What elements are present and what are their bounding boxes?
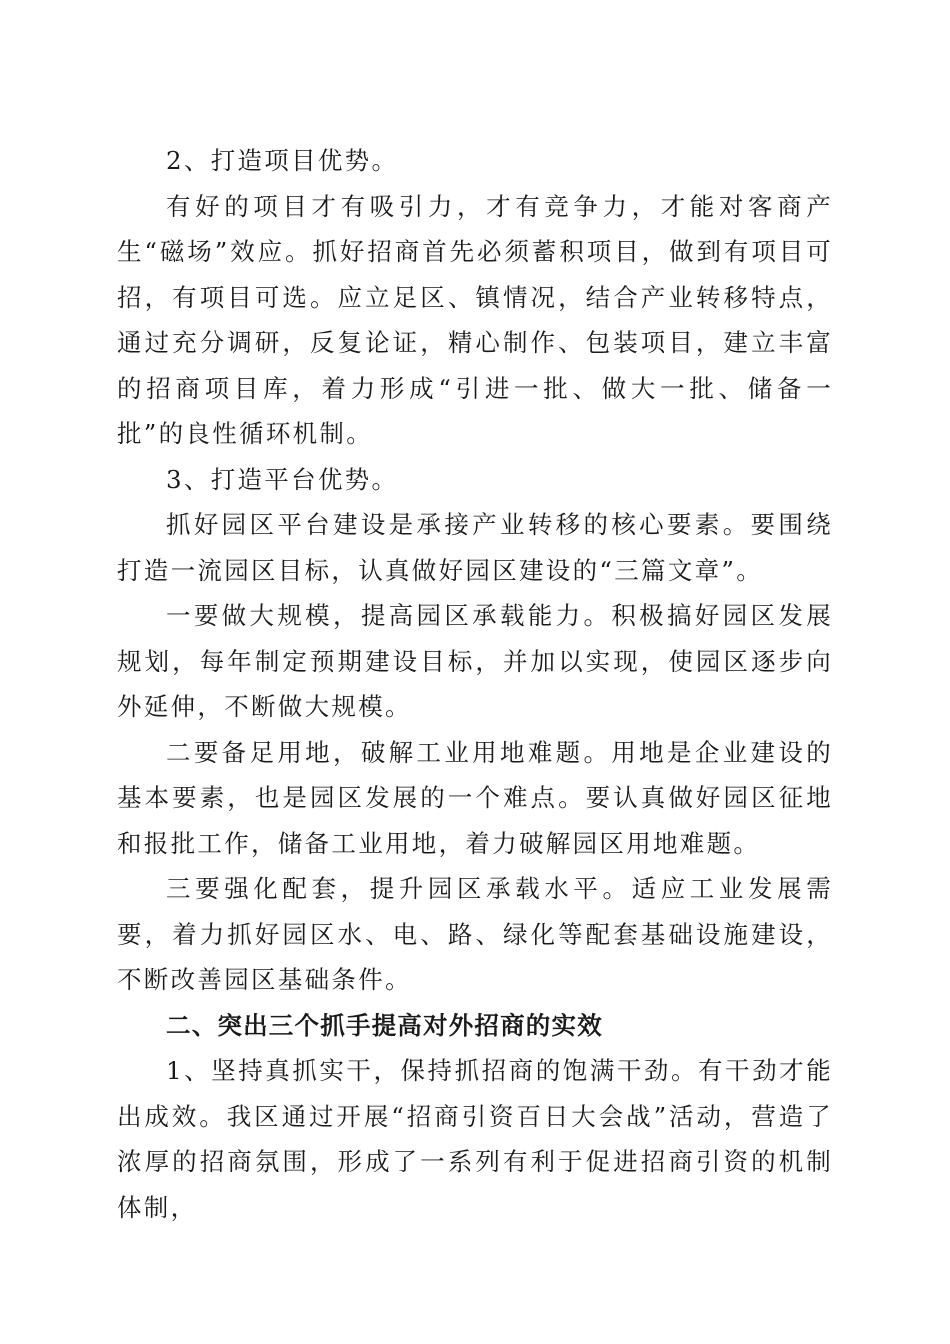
paragraph-hard-work: 1、坚持真抓实干，保持抓招商的饱满干劲。有干劲才能出成效。我区通过开展“招商引资百日大会战”活动，营造了浓厚的招商氛围，形成了一系列有利于促进招商引资的机制体制， [117,1056,833,1222]
document-body [117,138,833,1230]
subheading-platform-advantage: 3、打造平台优势。 [166,464,399,494]
subheading-project-advantage: 2、打造项目优势。 [166,146,399,175]
paragraph-project-advantage: 有好的项目才有吸引力，才有竞争力，才能对客商产生“磁场”效应。抓好招商首先必须蓄积项目，做到有项目可招，有项目可选。应立足区、镇情况，结合产业转移特点，通过充分调研，反复论证，精心制作、包装项目，建立丰富的招商项目库，着力形成“引进一批、做大一批、储备一批”的良性循环机制。 [117,191,833,448]
paragraph-platform-intro: 抓好园区平台建设是承接产业转移的核心要素。要围绕打造一流园区目标，认真做好园区建设的“三篇文章”。 [117,510,833,585]
paragraph-land-supply: 二要备足用地，破解工业用地难题。用地是企业建设的基本要素，也是园区发展的一个难点。要认真做好园区征地和报批工作，储备工业用地，着力破解园区用地难题。 [117,737,833,858]
section-heading-three-levers: 二、突出三个抓手提高对外招商的实效 [166,1010,603,1040]
paragraph-expand-scale: 一要做大规模，提高园区承载能力。积极搞好园区发展规划，每年制定预期建设目标，并加以实现，使园区逐步向外延伸，不断做大规模。 [117,601,833,721]
paragraph-supporting-facilities: 三要强化配套，提升园区承载水平。适应工业发展需要，着力抓好园区水、电、路、绿化等配套基础设施建设，不断改善园区基础条件。 [117,874,833,994]
